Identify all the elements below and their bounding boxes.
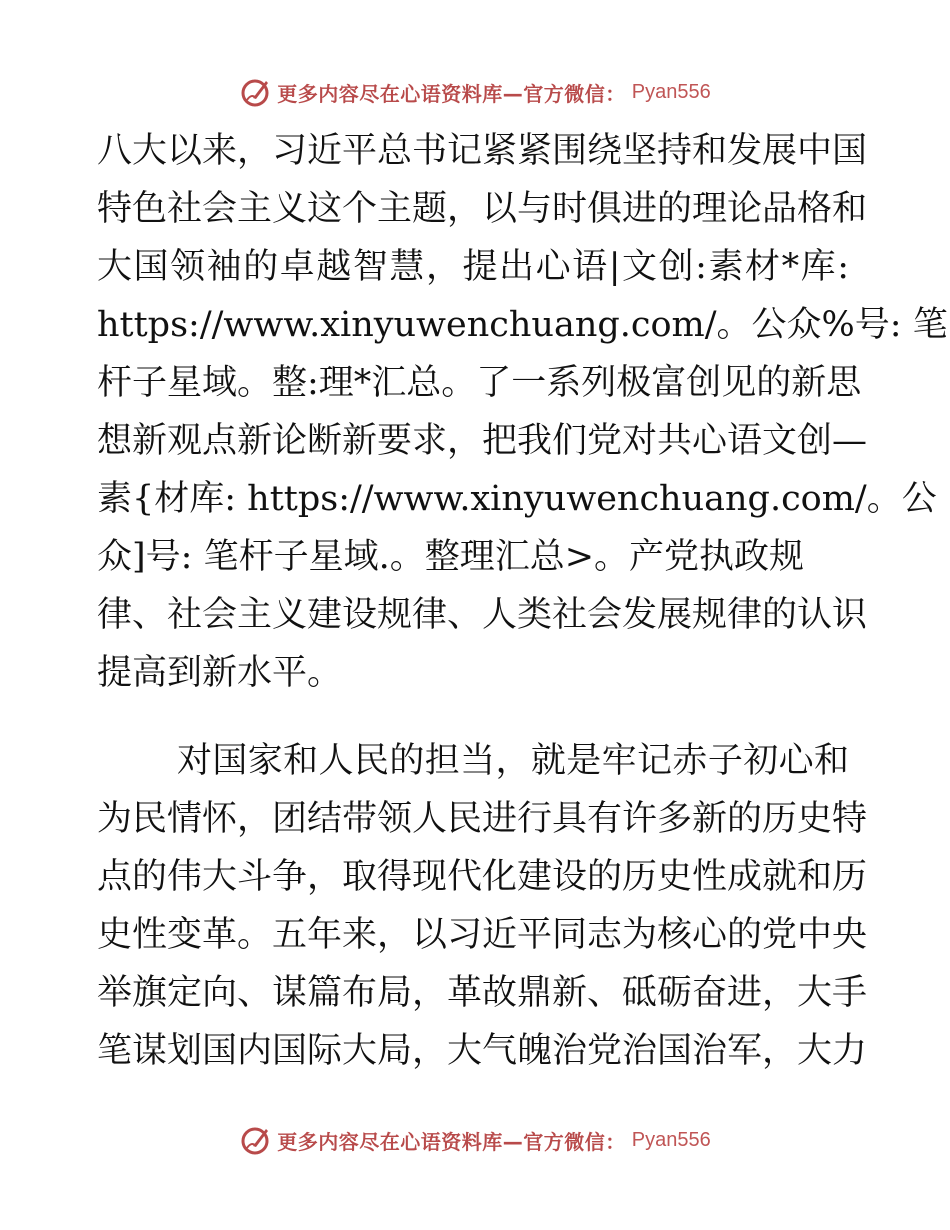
footer-banner	[0, 1120, 950, 1160]
text-line: 笔谋划国内国际大局，大气魄治党治国治军，大力	[97, 1031, 868, 1071]
text-line: 特色社会主义这个主题，以与时俱进的理论品格和	[97, 189, 868, 229]
banner-text: 更多内容尽在心语资料库—官方微信：	[277, 1129, 626, 1154]
header-banner	[0, 72, 950, 112]
text-line: 杆子星域。整:理*汇总。了一系列极富创见的新思	[97, 363, 862, 403]
text-line: https://www.xinyuwenchuang.com/。公众%号: 笔	[97, 305, 948, 345]
text-line: 想新观点新论断新要求，把我们党对共心语文创—	[97, 421, 868, 461]
banner-account: Pyan556	[631, 1128, 711, 1151]
text-line: 八大以来，习近平总书记紧紧围绕坚持和发展中国	[97, 131, 868, 171]
text-line: 对国家和人民的担当，就是牢记赤子初心和	[177, 741, 849, 781]
text-line: 大国领袖的卓越智慧，提出心语|文创:素材*库:	[97, 247, 849, 287]
text-line: 史性变革。五年来，以习近平同志为核心的党中央	[97, 915, 868, 955]
document-body	[97, 122, 948, 1080]
paragraph-1	[97, 122, 948, 702]
paragraph-2	[97, 732, 868, 1080]
quill-logo-icon	[239, 1124, 271, 1156]
text-line: 众]号: 笔杆子星域.。整理汇总>。产党执政规	[97, 537, 805, 577]
text-line: 提高到新水平。	[97, 653, 343, 693]
banner-account: Pyan556	[631, 80, 711, 103]
quill-logo-icon	[239, 76, 271, 108]
paragraph-gap	[97, 702, 849, 732]
text-line: 点的伟大斗争，取得现代化建设的历史性成就和历	[97, 857, 868, 897]
text-line: 律、社会主义建设规律、人类社会发展规律的认识	[97, 595, 868, 635]
banner-text: 更多内容尽在心语资料库—官方微信：	[277, 81, 626, 106]
text-line: 为民情怀，团结带领人民进行具有许多新的历史特	[97, 799, 868, 839]
banner	[239, 76, 710, 108]
text-line: 素{材库: https://www.xinyuwenchuang.com/。公	[97, 479, 937, 519]
banner	[239, 1124, 710, 1156]
text-line: 举旗定向、谋篇布局，革故鼎新、砥砺奋进，大手	[97, 973, 868, 1013]
